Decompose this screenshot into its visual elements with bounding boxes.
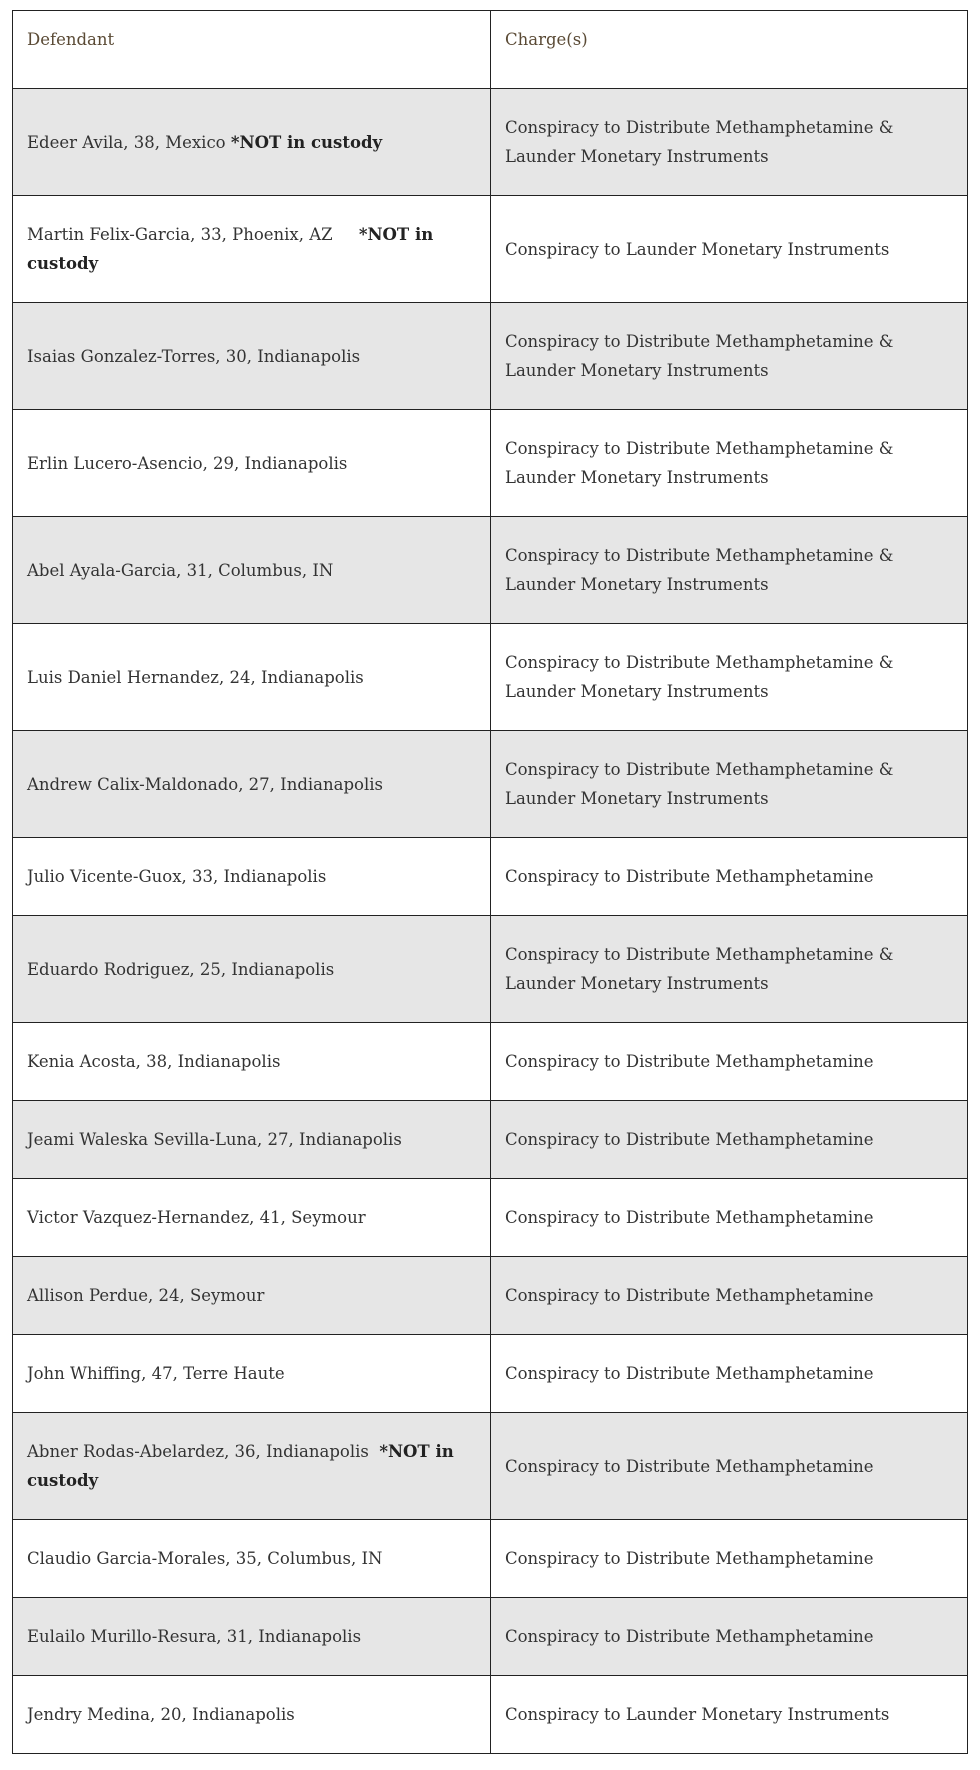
charge-cell: Conspiracy to Distribute Methamphetamine & Launder Monetary Instruments <box>491 303 968 410</box>
charge-cell: Conspiracy to Distribute Methamphetamine <box>491 1413 968 1520</box>
charge-cell: Conspiracy to Distribute Methamphetamine & Launder Monetary Instruments <box>491 89 968 196</box>
table-row <box>13 838 968 916</box>
custody-note: *NOT in custody <box>27 225 434 273</box>
table-row <box>13 517 968 624</box>
charge-cell: Conspiracy to Distribute Methamphetamine <box>491 1598 968 1676</box>
defendant-name: Isaias Gonzalez-Torres, 30, Indianapolis <box>27 346 361 366</box>
column-header-defendant: Defendant <box>13 11 491 89</box>
defendant-name: Jendry Medina, 20, Indianapolis <box>27 1705 295 1724</box>
defendant-cell <box>13 1257 491 1335</box>
defendants-table-container <box>12 10 967 1754</box>
defendant-cell <box>13 1520 491 1598</box>
defendant-cell <box>13 1676 491 1754</box>
table-row <box>13 624 968 731</box>
charge-cell: Conspiracy to Distribute Methamphetamine & Launder Monetary Instruments <box>491 517 968 624</box>
custody-note: *NOT in custody <box>27 1442 454 1490</box>
defendant-cell <box>13 916 491 1023</box>
charge-cell: Conspiracy to Distribute Methamphetamine & Launder Monetary Instruments <box>491 410 968 517</box>
table-header-row <box>13 11 968 89</box>
defendant-cell <box>13 1413 491 1520</box>
defendant-cell <box>13 838 491 916</box>
table-row <box>13 89 968 196</box>
defendant-name: Eduardo Rodriguez, 25, Indianapolis <box>27 959 335 979</box>
defendant-name: Victor Vazquez-Hernandez, 41, Seymour <box>27 1208 366 1227</box>
defendant-name: Allison Perdue, 24, Seymour <box>27 1286 265 1305</box>
defendant-cell <box>13 303 491 410</box>
defendant-name: Julio Vicente-Guox, 33, Indianapolis <box>27 867 327 886</box>
table-row <box>13 1257 968 1335</box>
charge-cell: Conspiracy to Launder Monetary Instruments <box>491 1676 968 1754</box>
defendant-name: Andrew Calix-Maldonado, 27, Indianapolis <box>27 774 383 794</box>
charge-cell: Conspiracy to Distribute Methamphetamine <box>491 1520 968 1598</box>
defendant-cell <box>13 1023 491 1101</box>
column-header-charges: Charge(s) <box>491 11 968 89</box>
table-row <box>13 303 968 410</box>
custody-note: *NOT in custody <box>230 132 383 152</box>
charge-cell: Conspiracy to Distribute Methamphetamine <box>491 1023 968 1101</box>
charge-cell: Conspiracy to Distribute Methamphetamine <box>491 1179 968 1257</box>
defendant-cell <box>13 1335 491 1413</box>
defendant-name: Luis Daniel Hernandez, 24, Indianapolis <box>27 667 364 687</box>
defendant-cell <box>13 624 491 731</box>
table-row <box>13 731 968 838</box>
defendant-cell <box>13 410 491 517</box>
table-row <box>13 1520 968 1598</box>
defendant-cell <box>13 517 491 624</box>
defendant-cell <box>13 1101 491 1179</box>
defendant-name: Erlin Lucero-Asencio, 29, Indianapolis <box>27 453 348 473</box>
charge-cell: Conspiracy to Distribute Methamphetamine & Launder Monetary Instruments <box>491 916 968 1023</box>
defendant-name: Claudio Garcia-Morales, 35, Columbus, IN <box>27 1549 383 1568</box>
table-body <box>13 89 968 1754</box>
charge-cell: Conspiracy to Distribute Methamphetamine <box>491 1335 968 1413</box>
table-row <box>13 1335 968 1413</box>
charge-cell: Conspiracy to Distribute Methamphetamine <box>491 1257 968 1335</box>
charge-cell: Conspiracy to Distribute Methamphetamine & Launder Monetary Instruments <box>491 731 968 838</box>
table-row <box>13 410 968 517</box>
defendant-cell <box>13 1598 491 1676</box>
table-row <box>13 196 968 303</box>
defendants-table <box>12 10 968 1754</box>
defendant-name: Martin Felix-Garcia, 33, Phoenix, AZ <box>27 225 333 244</box>
defendant-cell <box>13 1179 491 1257</box>
defendant-name: Jeami Waleska Sevilla-Luna, 27, Indianapolis <box>27 1130 402 1149</box>
charge-cell: Conspiracy to Distribute Methamphetamine <box>491 1101 968 1179</box>
defendant-name: Abner Rodas-Abelardez, 36, Indianapolis <box>27 1442 369 1461</box>
defendant-name: Eulailo Murillo-Resura, 31, Indianapolis <box>27 1627 362 1646</box>
table-row <box>13 1101 968 1179</box>
table-row <box>13 1023 968 1101</box>
defendant-name: Edeer Avila, 38, Mexico <box>27 132 226 152</box>
charge-cell: Conspiracy to Launder Monetary Instruments <box>491 196 968 303</box>
table-row <box>13 1413 968 1520</box>
charge-cell: Conspiracy to Distribute Methamphetamine & Launder Monetary Instruments <box>491 624 968 731</box>
defendant-cell <box>13 196 491 303</box>
defendant-name: Kenia Acosta, 38, Indianapolis <box>27 1052 281 1071</box>
defendant-name: Abel Ayala-Garcia, 31, Columbus, IN <box>27 560 334 580</box>
defendant-name: John Whiffing, 47, Terre Haute <box>27 1364 285 1383</box>
table-row <box>13 916 968 1023</box>
table-row <box>13 1179 968 1257</box>
table-row <box>13 1676 968 1754</box>
defendant-cell <box>13 89 491 196</box>
table-row <box>13 1598 968 1676</box>
charge-cell: Conspiracy to Distribute Methamphetamine <box>491 838 968 916</box>
defendant-cell <box>13 731 491 838</box>
